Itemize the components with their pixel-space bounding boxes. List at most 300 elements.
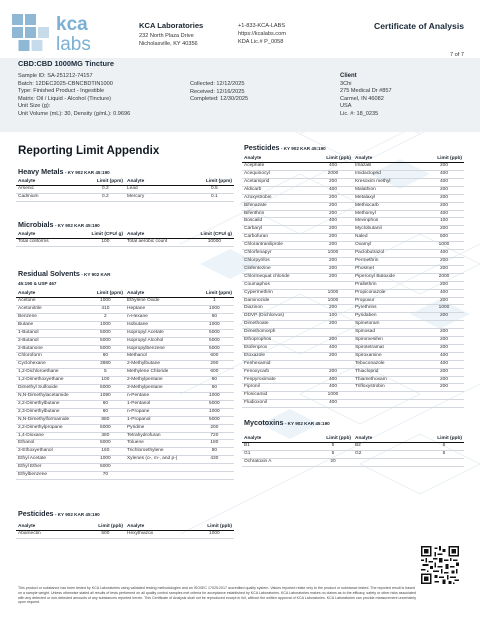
table-row — [242, 400, 464, 408]
limit-cell: 5000 — [195, 416, 234, 424]
limit-cell: 1000 — [424, 242, 464, 250]
limit-cell: 2000 — [313, 171, 353, 179]
limit-cell: 160 — [86, 448, 125, 456]
limit-cell: 5000 — [195, 345, 234, 353]
lab-website[interactable]: https://kcalabs.com — [238, 31, 286, 37]
heavy-metals-table — [16, 179, 234, 202]
analyte-cell: Total aerobic count — [125, 239, 195, 247]
pesticides-2-table — [16, 524, 234, 539]
analyte-cell: DDVP (Dichlorvos) — [242, 313, 313, 321]
pesticides-heading — [244, 143, 326, 152]
table-row — [242, 186, 464, 194]
table-row — [16, 329, 234, 337]
client-name: 3Chi — [340, 80, 352, 87]
analyte-cell: Bifenthrin — [242, 210, 313, 218]
analyte-cell: Daminozide — [242, 297, 313, 305]
analyte-cell: 1,2-Dimethoxyethane — [16, 377, 86, 385]
table-row — [16, 194, 234, 202]
analyte-cell: Permethrin — [353, 257, 424, 265]
analyte-cell: Cypermethrin — [242, 289, 313, 297]
analyte-cell — [125, 464, 195, 472]
limit-cell: 60 — [86, 353, 125, 361]
document-title: Certificate of Analysis — [374, 21, 464, 31]
analyte-cell: Trichloroethylene — [125, 448, 195, 456]
date-completed: Completed: 12/30/2025 — [190, 96, 249, 103]
analyte-cell: Hexythiazox — [125, 531, 195, 539]
limit-cell: 5 — [424, 451, 464, 459]
limit-cell: 2 — [86, 313, 125, 321]
analyte-cell: Acephate — [242, 163, 313, 171]
microbials-reg: - KY 902 KAR 45:190 — [53, 223, 100, 228]
limit-cell: 1000 — [313, 250, 353, 258]
limit-cell: 5000 — [195, 400, 234, 408]
limit-cell: 1090 — [86, 392, 125, 400]
limit-cell: 1000 — [195, 531, 234, 539]
limit-cell: 400 — [424, 171, 464, 179]
limit-cell: 100 — [86, 377, 125, 385]
sample-unit-size: Unit Size (g): — [18, 103, 51, 110]
kca-labs-logo — [12, 10, 130, 52]
column-header: Analyte — [125, 179, 195, 186]
column-header: Limit (ppm) — [86, 179, 125, 186]
analyte-cell: Mercury — [125, 194, 195, 202]
mycotoxins-reg: - KY 902 KAR 45:190 — [283, 421, 330, 426]
limit-cell: 1000 — [195, 392, 234, 400]
analyte-cell: Spirotetramat — [353, 344, 424, 352]
logo-text-labs: labs — [56, 34, 91, 52]
limit-cell: 410 — [86, 306, 125, 314]
limit-cell: 5 — [313, 443, 353, 451]
table-row — [242, 344, 464, 352]
analyte-cell: Etofenprox — [242, 344, 313, 352]
analyte-cell: N,N-Dimethylformamide — [16, 416, 86, 424]
mycotoxins-table — [242, 436, 464, 467]
limit-cell: 200 — [424, 376, 464, 384]
table-header-row — [16, 232, 234, 239]
analyte-cell: 2-Ethoxyethanol — [16, 448, 86, 456]
table-row — [16, 464, 234, 472]
client-info — [340, 73, 392, 119]
limit-cell: 400 — [313, 384, 353, 392]
analyte-cell: Fenoxycarb — [242, 368, 313, 376]
table-row — [16, 298, 234, 306]
table-header-row — [16, 179, 234, 186]
table-row — [242, 265, 464, 273]
table-row — [16, 361, 234, 369]
solvents-heading — [18, 270, 110, 288]
limit-cell: 0.2 — [86, 194, 125, 202]
qr-code[interactable] — [421, 546, 459, 584]
analyte-cell: Fenhexamid — [242, 360, 313, 368]
table-row — [16, 369, 234, 377]
date-collected: Collected: 12/12/2025 — [190, 81, 245, 87]
analyte-cell: 2,2-Dimethylpropane — [16, 424, 86, 432]
sample-batch: Batch: 12DEC2025-CBNCBDTIN1000 — [18, 80, 113, 87]
limit-cell — [313, 281, 353, 289]
sample-dates — [190, 81, 248, 104]
limit-cell: 60 — [195, 313, 234, 321]
limit-cell: 200 — [424, 281, 464, 289]
client-city: Carmel, IN 46082 — [340, 95, 384, 102]
limit-cell: 1000 — [195, 321, 234, 329]
analyte-cell: Imazalil — [353, 163, 424, 171]
analyte-cell: Ethylene Oxide — [125, 298, 195, 306]
limit-cell: 200 — [313, 352, 353, 360]
limit-cell: 400 — [424, 289, 464, 297]
table-row — [242, 210, 464, 218]
table-row — [242, 297, 464, 305]
heavy-metals-reg: - KY 902 KAR 45:190 — [63, 170, 110, 175]
analyte-cell: Isopropyl Alcohol — [125, 337, 195, 345]
limit-cell: 200 — [313, 265, 353, 273]
table-row — [242, 305, 464, 313]
limit-cell: 400 — [424, 250, 464, 258]
analyte-cell: Azoxystrobin — [242, 194, 313, 202]
analyte-cell: Propoxur — [353, 297, 424, 305]
limit-cell: 1000 — [195, 306, 234, 314]
product-title: CBD:CBD 1000MG Tincture — [18, 59, 114, 68]
lab-address — [139, 32, 198, 48]
analyte-cell: 1,2-Dichloroethane — [16, 369, 86, 377]
limit-cell: 5000 — [86, 440, 125, 448]
table-row — [16, 432, 234, 440]
analyte-cell: Pyrethrins — [353, 305, 424, 313]
limit-cell: 200 — [424, 368, 464, 376]
analyte-cell: 2,3-Dimethylbutane — [16, 408, 86, 416]
analyte-cell: Benzene — [16, 313, 86, 321]
client-street: 275 Medical Dr #857 — [340, 88, 392, 95]
analyte-cell: Lead — [125, 186, 195, 194]
limit-cell: 1000 — [313, 297, 353, 305]
column-header: Limit (ppm) — [86, 291, 125, 298]
limit-cell: 200 — [313, 337, 353, 345]
pesticides-2-heading — [18, 509, 100, 518]
logo-text-kca: kca — [56, 14, 88, 35]
table-row — [242, 329, 464, 337]
limit-cell: 60 — [195, 385, 234, 393]
limit-cell: 200 — [313, 226, 353, 234]
column-header: Limit (ppb) — [424, 436, 464, 443]
limit-cell: 1000 — [86, 456, 125, 464]
analyte-cell: B2 — [353, 443, 424, 451]
column-header: Analyte — [16, 524, 86, 531]
limit-cell: 5 — [86, 369, 125, 377]
analyte-cell: G1 — [242, 451, 313, 459]
limit-cell: 5 — [313, 451, 353, 459]
page-number: 7 of 7 — [450, 52, 464, 58]
residual-solvents-table — [16, 291, 234, 480]
column-header: Limit (ppb) — [313, 156, 353, 163]
limit-cell: 5000 — [86, 385, 125, 393]
analyte-cell — [125, 472, 195, 480]
analyte-cell: 1-Butanol — [16, 329, 86, 337]
analyte-cell: Chlorfenapyr — [242, 250, 313, 258]
analyte-cell: Imidacloprid — [353, 171, 424, 179]
analyte-cell: Paclobutrazol — [353, 250, 424, 258]
analyte-cell: Methomyl — [353, 210, 424, 218]
analyte-cell: Dimethyl Sulfoxide — [16, 385, 86, 393]
column-header: Limit (ppm) — [195, 291, 234, 298]
limit-cell: 600 — [195, 353, 234, 361]
analyte-cell: Prallethrin — [353, 281, 424, 289]
pesticides-table — [242, 156, 464, 408]
limit-cell: 5000 — [86, 337, 125, 345]
limit-cell: 60 — [195, 377, 234, 385]
lab-contact — [238, 22, 286, 46]
column-header: Limit (ppb) — [195, 524, 234, 531]
analyte-cell: Spinosad — [353, 329, 424, 337]
analyte-cell: Ethylbenzene — [16, 472, 86, 480]
table-row — [242, 163, 464, 171]
limit-cell: 200 — [424, 163, 464, 171]
solvents-reg-1: - KY 902 KAR — [79, 272, 111, 277]
limit-cell: 200 — [313, 202, 353, 210]
analyte-cell — [353, 392, 424, 400]
limit-cell: 0.1 — [195, 194, 234, 202]
limit-cell — [313, 329, 353, 337]
limit-cell: 400 — [313, 344, 353, 352]
table-row — [16, 408, 234, 416]
limit-cell: 0.2 — [86, 186, 125, 194]
solvents-title: Residual Solvents — [18, 269, 80, 278]
footer-disclaimer: This product or substance has been tested by KCA Laboratories using validated testing methodologies and an ISO/IEC 17025:2017 accredited quality system. Values reported relate only to the product or substance tested. The reported result is based on a sample weight. Unless otherwise stated all results of tests performed on all quality control samples met criteria for acceptance established by KCA Laboratories. KCA Laboratories makes no claims as to the efficacy, safety or other risks associated with any detected or non-detected amounts of any substances reported herein. This Certificate of Analysis shall not be reproduced except in full, without the written approval of KCA Laboratories. KCA Laboratories can provide measurement uncertainty upon request. — [18, 586, 417, 605]
limit-cell: 70 — [86, 472, 125, 480]
analyte-cell: Carbofuran — [242, 234, 313, 242]
client-license: Lic. #: 18_0235 — [340, 110, 379, 117]
table-row — [242, 281, 464, 289]
analyte-cell: 3-Methylpentane — [125, 385, 195, 393]
analyte-cell: Chlormequat chloride — [242, 273, 313, 281]
limit-cell: 200 — [313, 242, 353, 250]
limit-cell: 200 — [195, 424, 234, 432]
table-row — [242, 392, 464, 400]
table-row — [16, 531, 234, 539]
analyte-cell: Chlorpyrifos — [242, 257, 313, 265]
analyte-cell: Ethyl Acetate — [16, 456, 86, 464]
limit-cell: 400 — [313, 218, 353, 226]
analyte-cell: Heptane — [125, 306, 195, 314]
column-header: Limit (CFU/ g) — [86, 232, 125, 239]
analyte-cell: Piperonyl Butoxide — [353, 273, 424, 281]
limit-cell: 200 — [313, 273, 353, 281]
table-row — [242, 368, 464, 376]
column-header: Analyte — [242, 436, 313, 443]
limit-cell — [195, 472, 234, 480]
column-header: Analyte — [125, 524, 195, 531]
analyte-cell: Pyridine — [125, 424, 195, 432]
microbials-table — [16, 232, 234, 247]
column-header: Limit (ppb) — [86, 524, 125, 531]
table-row — [16, 353, 234, 361]
table-row — [16, 400, 234, 408]
header — [12, 10, 468, 58]
table-row — [16, 392, 234, 400]
analyte-cell: Trifloxystrobin — [353, 384, 424, 392]
analyte-cell: Methylene Chloride — [125, 369, 195, 377]
analyte-cell: Spiromesifen — [353, 337, 424, 345]
analyte-cell: 1,4-Dioxane — [16, 432, 86, 440]
analyte-cell: Tebuconazole — [353, 360, 424, 368]
column-header: Analyte — [353, 436, 424, 443]
limit-cell: 5000 — [195, 337, 234, 345]
table-row — [242, 458, 464, 466]
analyte-cell: Butane — [16, 321, 86, 329]
table-row — [242, 178, 464, 186]
table-row — [16, 321, 234, 329]
column-header: Analyte — [242, 156, 313, 163]
table-row — [16, 440, 234, 448]
limit-cell — [424, 392, 464, 400]
analyte-cell: Spiroxamine — [353, 352, 424, 360]
mycotoxins-title: Mycotoxins — [244, 418, 284, 427]
analyte-cell: Kresoxim methyl — [353, 178, 424, 186]
lab-phone: +1-833-KCA-LABS — [238, 23, 286, 29]
table-row — [242, 443, 464, 451]
table-row — [242, 321, 464, 329]
analyte-cell: Isopropylbenzene — [125, 345, 195, 353]
analyte-cell: Acetone — [16, 298, 86, 306]
limit-cell: 200 — [424, 337, 464, 345]
limit-cell: 200 — [424, 202, 464, 210]
analyte-cell: Fipronil — [242, 384, 313, 392]
table-row — [242, 451, 464, 459]
limit-cell: 290 — [195, 361, 234, 369]
analyte-cell: Pyridaben — [353, 313, 424, 321]
analyte-cell: Etoxazole — [242, 352, 313, 360]
client-label: Client — [340, 73, 357, 79]
analyte-cell: Toluene — [125, 440, 195, 448]
sample-unit-volume: Unit Volume (mL): 30, Density (g/mL): 0.9696 — [18, 110, 131, 117]
table-row — [242, 257, 464, 265]
limit-cell: 400 — [424, 210, 464, 218]
analyte-cell: 2-Butanone — [16, 345, 86, 353]
analyte-cell: Isopropyl Acetate — [125, 329, 195, 337]
limit-cell: 1000 — [313, 289, 353, 297]
limit-cell: 720 — [195, 432, 234, 440]
limit-cell: 200 — [313, 305, 353, 313]
limit-cell: 400 — [313, 163, 353, 171]
analyte-cell: Oxamyl — [353, 242, 424, 250]
column-header: Limit (CFU/ g) — [195, 232, 234, 239]
analyte-cell: B1 — [242, 443, 313, 451]
analyte-cell: Dimethomorph — [242, 329, 313, 337]
limit-cell: 2000 — [424, 273, 464, 281]
limit-cell: 200 — [424, 297, 464, 305]
analyte-cell: Acequinocyl — [242, 171, 313, 179]
date-received: Received: 12/16/2025 — [190, 88, 245, 95]
pesticides-reg: - KY 902 KAR 45:190 — [279, 146, 326, 151]
limit-cell — [313, 360, 353, 368]
analyte-cell — [353, 458, 424, 466]
table-row — [16, 306, 234, 314]
limit-cell: 430 — [195, 456, 234, 464]
analyte-cell: Coumaphos — [242, 281, 313, 289]
table-header-row — [16, 291, 234, 298]
table-row — [16, 416, 234, 424]
client-country: USA — [340, 103, 352, 110]
limit-cell: 80 — [195, 448, 234, 456]
mycotoxins-heading — [244, 418, 330, 427]
analyte-cell: Thiamethoxam — [353, 376, 424, 384]
limit-cell: 400 — [313, 400, 353, 408]
analyte-cell: Chloroform — [16, 353, 86, 361]
analyte-cell: Acetamiprid — [242, 178, 313, 186]
analyte-cell: N,N-Dimethylacetamide — [16, 392, 86, 400]
table-row — [242, 360, 464, 368]
limit-cell: 5000 — [86, 464, 125, 472]
limit-cell: 20 — [313, 458, 353, 466]
table-row — [16, 448, 234, 456]
table-row — [242, 194, 464, 202]
limit-cell: 500 — [424, 234, 464, 242]
analyte-cell: Boscalid — [242, 218, 313, 226]
table-row — [242, 313, 464, 321]
limit-cell: 200 — [313, 234, 353, 242]
analyte-cell — [353, 400, 424, 408]
limit-cell: 200 — [424, 344, 464, 352]
analyte-cell: Methanol — [125, 353, 195, 361]
lab-city: Nicholasville, KY 40356 — [139, 41, 198, 47]
table-row — [242, 289, 464, 297]
sample-details — [18, 73, 130, 119]
limit-cell: 200 — [313, 210, 353, 218]
analyte-cell: Arsenic — [16, 186, 86, 194]
column-header: Analyte — [16, 291, 86, 298]
limit-cell: 400 — [313, 376, 353, 384]
analyte-cell: Ethyl Ether — [16, 464, 86, 472]
analyte-cell: n-Hexane — [125, 313, 195, 321]
limit-cell: 400 — [424, 178, 464, 186]
analyte-cell: Isobutane — [125, 321, 195, 329]
limit-cell: 880 — [86, 416, 125, 424]
limit-cell: 100 — [424, 218, 464, 226]
analyte-cell: Thiacloprid — [353, 368, 424, 376]
analyte-cell: Clofentezine — [242, 265, 313, 273]
lab-street: 232 North Plaza Drive — [139, 33, 194, 39]
analyte-cell: Xylenes (o-, m-, and p-) — [125, 456, 195, 464]
table-row — [16, 472, 234, 480]
column-header: Limit (ppb) — [313, 436, 353, 443]
table-row — [242, 234, 464, 242]
table-header-row — [16, 524, 234, 531]
pesticides-2-title: Pesticides — [18, 509, 54, 518]
analyte-cell: Acetonitrile — [16, 306, 86, 314]
limit-cell: 200 — [424, 329, 464, 337]
limit-cell: 60 — [86, 400, 125, 408]
table-row — [16, 385, 234, 393]
analyte-cell: 2-Methylpentane — [125, 377, 195, 385]
table-row — [16, 424, 234, 432]
limit-cell: 5000 — [195, 329, 234, 337]
limit-cell — [424, 321, 464, 329]
limit-cell: 1000 — [195, 408, 234, 416]
analyte-cell: Abamectin — [16, 531, 86, 539]
analyte-cell: 1-Pentanol — [125, 400, 195, 408]
table-row — [242, 242, 464, 250]
limit-cell: 200 — [424, 265, 464, 273]
column-header: Limit (ppb) — [424, 156, 464, 163]
limit-cell: 10000 — [195, 239, 234, 247]
analyte-cell: Chlorantraniliprole — [242, 242, 313, 250]
analyte-cell: Spinetoram — [353, 321, 424, 329]
microbials-title: Microbials — [18, 220, 54, 229]
table-row — [16, 337, 234, 345]
table-row — [242, 337, 464, 345]
limit-cell — [424, 400, 464, 408]
table-header-row — [242, 156, 464, 163]
limit-cell: 600 — [195, 369, 234, 377]
sample-type: Type: Finished Product - Ingestible — [18, 88, 105, 95]
